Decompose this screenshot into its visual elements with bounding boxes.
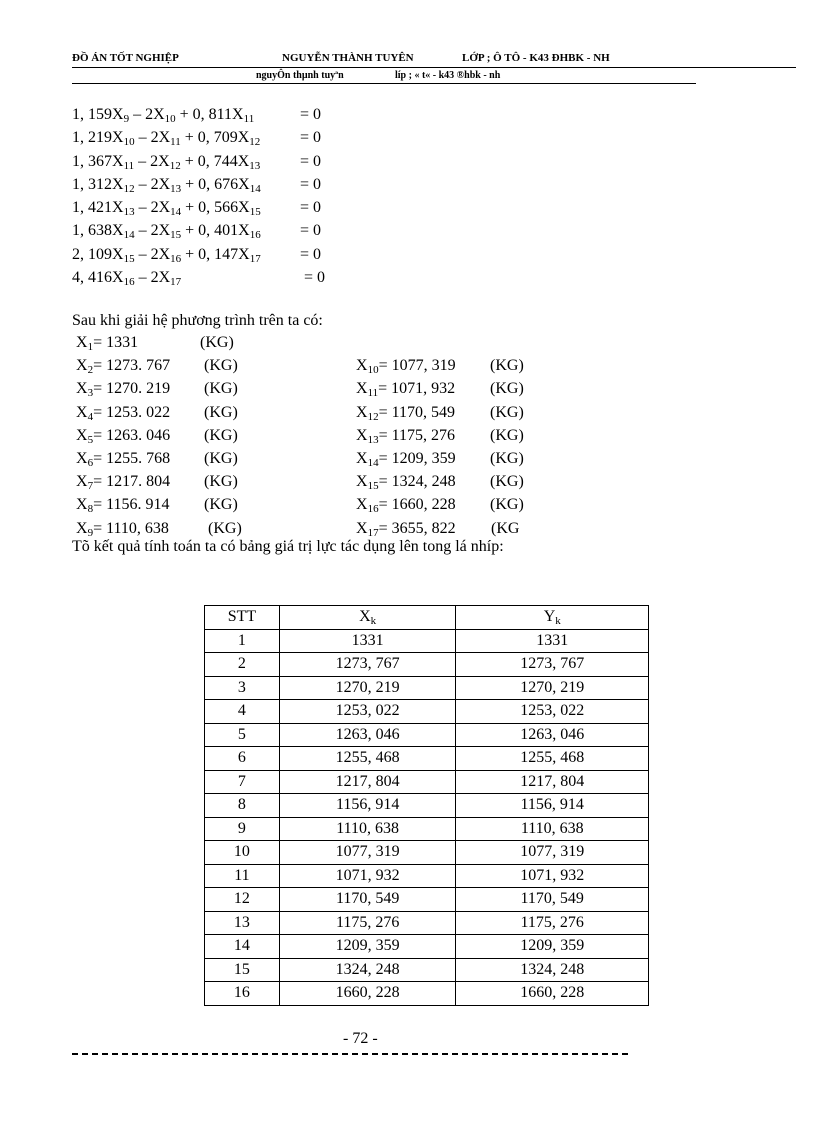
- equation-lhs: 2, $109X_{15} - 2X_{16} + 0$, $147X_{17}$: [72, 245, 261, 265]
- cell-xk: 1255, 468: [279, 747, 456, 771]
- table-row: [205, 629, 649, 653]
- result-unit: (KG): [490, 426, 524, 444]
- cell-yk: 1217, 804: [456, 770, 649, 794]
- table-row: [205, 747, 649, 771]
- cell-xk: 1156, 914: [279, 794, 456, 818]
- cell-xk: 1110, 638: [279, 817, 456, 841]
- cell-stt: 11: [205, 864, 280, 888]
- cell-stt: 10: [205, 841, 280, 865]
- cell-yk: 1175, 276: [456, 911, 649, 935]
- cell-stt: 6: [205, 747, 280, 771]
- result-item: $X_7= 1217$. 804 (KG): [76, 473, 238, 493]
- result-unit: (KG): [490, 357, 524, 375]
- result-item: $X_{15}= 1324$, 248 (KG): [356, 473, 524, 493]
- subheader-class: líp ; « t« - k43 ®hbk - nh: [395, 70, 501, 81]
- cell-yk: 1255, 468: [456, 747, 649, 771]
- cell-yk: 1331: [456, 629, 649, 653]
- cell-stt: 13: [205, 911, 280, 935]
- table-row: [205, 982, 649, 1006]
- result-item: $X_4= 1253$. 022 (KG): [76, 403, 238, 423]
- cell-stt: 16: [205, 982, 280, 1006]
- conclusion-text: Tõ kết quả tính toán ta có bảng giá trị lực tác dụng lên tong lá nhíp:: [72, 538, 504, 555]
- page-header: [72, 52, 796, 68]
- cell-stt: 2: [205, 653, 280, 677]
- result-unit: (KG): [490, 473, 524, 491]
- subheader-author: nguyÔn thµnh tuyªn: [256, 70, 344, 81]
- cell-xk: 1273, 767: [279, 653, 456, 677]
- cell-yk: 1209, 359: [456, 935, 649, 959]
- result-item: $X_9= 1110$, 638 (KG): [76, 519, 242, 539]
- table-row: [205, 723, 649, 747]
- result-item: $X_{11}= 1071$, 932 (KG): [356, 380, 524, 400]
- equation-lhs: 1, $159X_9 - 2X_{10} + 0$, $811X_{11}$: [72, 106, 255, 125]
- result-item: $X_3= 1270$. 219 (KG): [76, 380, 238, 400]
- equation-rhs: = 0: [300, 245, 322, 263]
- equation-lhs: 1, $367X_{11} - 2X_{12} + 0$, $744X_{13}$: [72, 152, 261, 172]
- intro-text: Sau khi giải hệ phương trình trên ta có:: [72, 312, 323, 329]
- cell-yk: 1170, 549: [456, 888, 649, 912]
- table-row: [205, 888, 649, 912]
- table-row: [205, 864, 649, 888]
- result-unit: (KG): [204, 403, 238, 421]
- result-item: $X_{10}= 1077$, 319 (KG): [356, 357, 524, 377]
- cell-xk: 1170, 549: [279, 888, 456, 912]
- cell-yk: 1253, 022: [456, 700, 649, 724]
- table-header-row: [205, 606, 649, 630]
- cell-yk: 1156, 914: [456, 794, 649, 818]
- equation-rhs: = 0: [304, 269, 326, 287]
- result-item: $X_{17}= 3655$, 822 (KG: [356, 519, 520, 539]
- cell-xk: 1071, 932: [279, 864, 456, 888]
- cell-yk: 1273, 767: [456, 653, 649, 677]
- equation-rhs: = 0: [300, 199, 322, 217]
- page-number: - 72 -: [343, 1030, 378, 1047]
- cell-stt: 1: [205, 629, 280, 653]
- header-project: ĐỒ ÁN TỐT NGHIỆP: [72, 52, 179, 64]
- cell-xk: 1077, 319: [279, 841, 456, 865]
- header-stt: STT: [205, 606, 280, 630]
- equation-lhs: 4, $416X_{16} - 2X_{17}$: [72, 269, 182, 289]
- cell-stt: 14: [205, 935, 280, 959]
- table-row: [205, 700, 649, 724]
- result-unit: (KG): [490, 450, 524, 467]
- result-item: $X_{12}= 1170$, 549 (KG): [356, 403, 524, 423]
- cell-stt: 3: [205, 676, 280, 700]
- table-row: [205, 676, 649, 700]
- equation-rhs: = 0: [300, 222, 322, 240]
- equation-lhs: 1, $638X_{14} - 2X_{15} + 0$, $401X_{16}$: [72, 222, 261, 242]
- table-row: [205, 911, 649, 935]
- table-row: [205, 794, 649, 818]
- header-class: LỚP ; Ô TÔ - K43 ĐHBK - NH: [462, 52, 610, 64]
- table-row: [205, 841, 649, 865]
- cell-xk: 1263, 046: [279, 723, 456, 747]
- cell-stt: 4: [205, 700, 280, 724]
- page-subheader: [72, 70, 696, 84]
- cell-xk: 1175, 276: [279, 911, 456, 935]
- result-unit: (KG): [204, 450, 238, 467]
- cell-xk: 1324, 248: [279, 958, 456, 982]
- result-unit: (KG): [204, 380, 238, 398]
- cell-stt: 9: [205, 817, 280, 841]
- result-unit: (KG: [491, 519, 520, 537]
- table-row: [205, 653, 649, 677]
- cell-yk: 1110, 638: [456, 817, 649, 841]
- result-unit: (KG): [208, 519, 242, 537]
- result-unit: (KG): [490, 496, 524, 514]
- header-yk: $Y_k$: [456, 606, 649, 630]
- equation-rhs: = 0: [300, 152, 322, 170]
- equation-lhs: 1, $421X_{13} - 2X_{14} + 0$, $566X_{15}$: [72, 199, 261, 219]
- cell-xk: 1217, 804: [279, 770, 456, 794]
- cell-yk: 1071, 932: [456, 864, 649, 888]
- force-table: [204, 605, 649, 1006]
- cell-xk: 1270, 219: [279, 676, 456, 700]
- result-item: $X_8= 1156$. 914 (KG): [76, 496, 238, 516]
- equation-rhs: = 0: [300, 129, 322, 147]
- result-unit: (KG): [204, 426, 238, 444]
- cell-yk: 1324, 248: [456, 958, 649, 982]
- table-row: [205, 935, 649, 959]
- cell-yk: 1263, 046: [456, 723, 649, 747]
- equation-rhs: = 0: [300, 106, 322, 123]
- result-item: $X_5= 1263$. 046 (KG): [76, 426, 238, 446]
- equation-lhs: 1, $312X_{12} - 2X_{13} + 0$, $676X_{14}$: [72, 175, 261, 195]
- table-row: [205, 817, 649, 841]
- cell-stt: 5: [205, 723, 280, 747]
- result-unit: (KG): [490, 403, 524, 421]
- cell-xk: 1660, 228: [279, 982, 456, 1006]
- cell-yk: 1270, 219: [456, 676, 649, 700]
- result-item: $X_{14}= 1209$, 359 (KG): [356, 450, 524, 469]
- result-item: $X_6= 1255$. 768 (KG): [76, 450, 238, 469]
- cell-stt: 12: [205, 888, 280, 912]
- cell-yk: 1660, 228: [456, 982, 649, 1006]
- header-xk: $X_k$: [279, 606, 456, 630]
- cell-xk: 1331: [279, 629, 456, 653]
- table-row: [205, 958, 649, 982]
- footer-divider: [72, 1053, 628, 1056]
- equation-lhs: 1, $219X_{10} - 2X_{11} + 0$, $709X_{12}$: [72, 129, 261, 149]
- result-unit: (KG): [490, 380, 524, 398]
- cell-xk: 1209, 359: [279, 935, 456, 959]
- result-unit: (KG): [200, 334, 234, 351]
- cell-stt: 8: [205, 794, 280, 818]
- result-item: $X_1= 1331$ (KG): [76, 334, 234, 353]
- header-author: NGUYỄN THÀNH TUYÊN: [282, 52, 414, 64]
- result-unit: (KG): [204, 473, 238, 491]
- result-item: $X_{13}= 1175$, 276 (KG): [356, 426, 524, 446]
- result-unit: (KG): [204, 357, 238, 375]
- cell-yk: 1077, 319: [456, 841, 649, 865]
- result-item: $X_2= 1273$. 767 (KG): [76, 357, 238, 377]
- cell-stt: 15: [205, 958, 280, 982]
- cell-xk: 1253, 022: [279, 700, 456, 724]
- equation-rhs: = 0: [300, 175, 322, 193]
- table-row: [205, 770, 649, 794]
- result-unit: (KG): [204, 496, 238, 514]
- cell-stt: 7: [205, 770, 280, 794]
- result-item: $X_{16}= 1660$, 228 (KG): [356, 496, 524, 516]
